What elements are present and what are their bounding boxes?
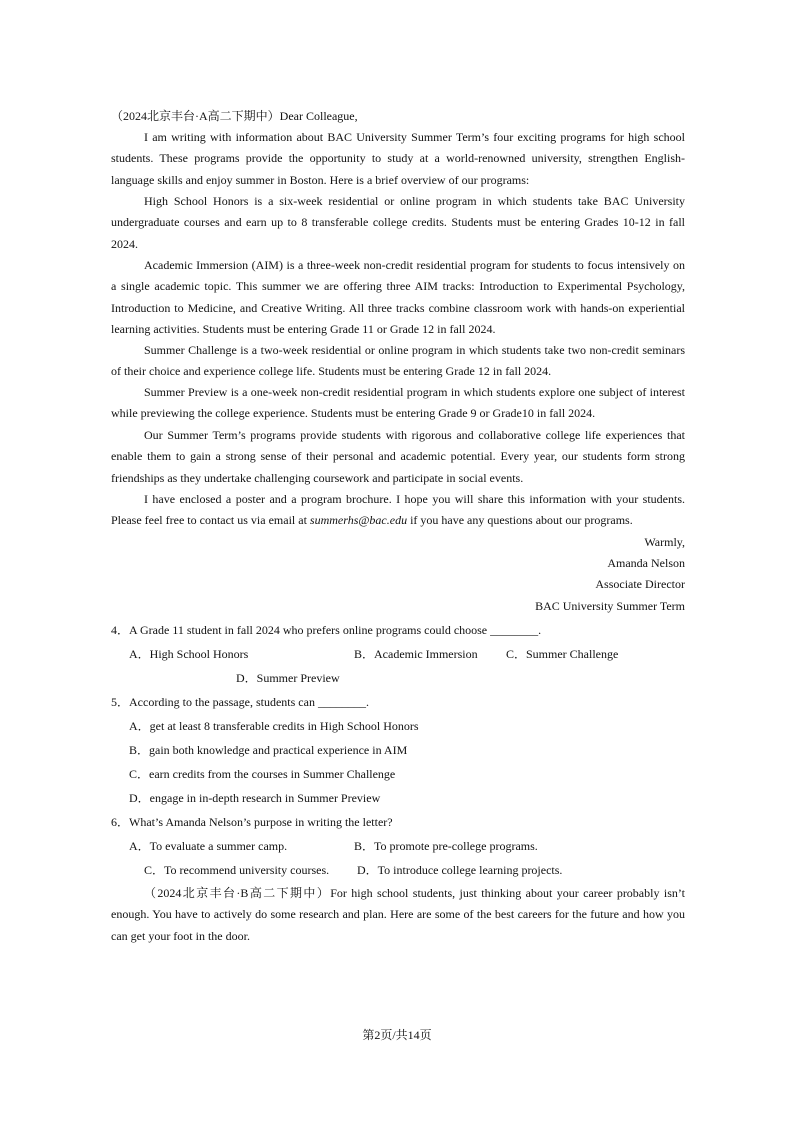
question-4-option-b: B．Academic Immersion bbox=[354, 647, 478, 661]
signature-org: BAC University Summer Term bbox=[535, 599, 685, 613]
question-6-option-d: D．To introduce college learning projects. bbox=[357, 863, 563, 877]
question-6-option-a: A．To evaluate a summer camp. bbox=[129, 839, 288, 853]
question-6-option-b: B．To promote pre-college programs. bbox=[354, 839, 538, 853]
question-4-option-d: D．Summer Preview bbox=[236, 671, 340, 685]
closing: Warmly, bbox=[644, 535, 685, 549]
passage-b-intro bbox=[111, 883, 685, 947]
paragraph-summer-preview: Summer Preview is a one-week non-credit residential program in which students explore one subject of interest while previewing the college experience. Students must be entering Grade 9 or Grade10 in fall 2024. bbox=[111, 385, 685, 421]
source-tag-b: （2024北京丰台·B高二下期中） bbox=[144, 886, 331, 900]
signature-name: Amanda Nelson bbox=[607, 556, 685, 570]
paragraph-enclosed-tail: if you have any questions about our programs. bbox=[407, 513, 633, 528]
paragraph-summer-challenge: Summer Challenge is a two-week residential or online program in which students take two non-credit seminars of their choice and experience college life. Students must be entering Grade 12 in fall 2024. bbox=[111, 343, 685, 379]
paragraph-intro: I am writing with information about BAC University Summer Term’s four exciting programs for high school students. These programs provide the opportunity to study at a world-renowned university, strengthen English-language skills and enjoy summer in Boston. Here is a brief overview of our programs: bbox=[111, 130, 685, 187]
paragraph-academic-immersion: Academic Immersion (AIM) is a three-week non-credit residential program for students to focus intensively on a single academic topic. This summer we are offering three AIM tracks: Introduction to Experimental Psychology, Introduction to Medicine, and Creative Writing. All three tracks combine classroom work with hands-on experiential learning activities. Students must be entering Grade 11 or Grade 12 in fall 2024. bbox=[111, 258, 685, 336]
signature-title: Associate Director bbox=[595, 577, 685, 591]
page-footer: 第2页/共14页 bbox=[362, 1028, 432, 1042]
question-5-option-c: C．earn credits from the courses in Summer Challenge bbox=[129, 767, 396, 781]
question-4-option-a: A．High School Honors bbox=[129, 647, 249, 661]
question-4-option-c: C．Summer Challenge bbox=[506, 647, 619, 661]
question-5-option-a: A．get at least 8 transferable credits in High School Honors bbox=[129, 719, 419, 733]
paragraph-high-school-honors: High School Honors is a six-week residential or online program in which students take BAC University undergraduate courses and earn up to 8 transferable college credits. Students must be entering Grades 10-12 in fall 2024. bbox=[111, 194, 685, 251]
paragraph-enclosed-text: I have enclosed a poster and a program brochure. I hope you will share this information with your students. Please feel free to contact us via email at bbox=[111, 492, 685, 528]
salutation: Dear Colleague, bbox=[279, 109, 358, 123]
paragraph-enclosed bbox=[111, 489, 685, 532]
question-6-stem: 6．What’s Amanda Nelson’s purpose in writing the letter? bbox=[111, 815, 393, 829]
paragraph-summer-term: Our Summer Term’s programs provide students with rigorous and collaborative college life experiences that enable them to gain a strong sense of their personal and academic potential. Every year, our students form strong friendships as they undertake challenging coursework and participate in social events. bbox=[111, 428, 685, 485]
question-5-option-d: D．engage in in-depth research in Summer Preview bbox=[129, 791, 381, 805]
question-5-option-b: B．gain both knowledge and practical experience in AIM bbox=[129, 743, 408, 757]
contact-email: summerhs@bac.edu bbox=[309, 513, 408, 528]
passage-a-heading bbox=[111, 106, 685, 127]
question-5-stem: 5．According to the passage, students can ________. bbox=[111, 695, 369, 709]
passage-b-intro-text: For high school students, just thinking about your career probably isn’t enough. You have to actively do some research and plan. Here are some of the best careers for the future and how you can get your foot in the door. bbox=[111, 886, 685, 943]
question-6-option-c: C．To recommend university courses. bbox=[144, 863, 330, 877]
source-tag-a: （2024北京丰台·A高二下期中） bbox=[111, 109, 280, 123]
question-4-stem: 4．A Grade 11 student in fall 2024 who prefers online programs could choose ________. bbox=[111, 623, 542, 637]
